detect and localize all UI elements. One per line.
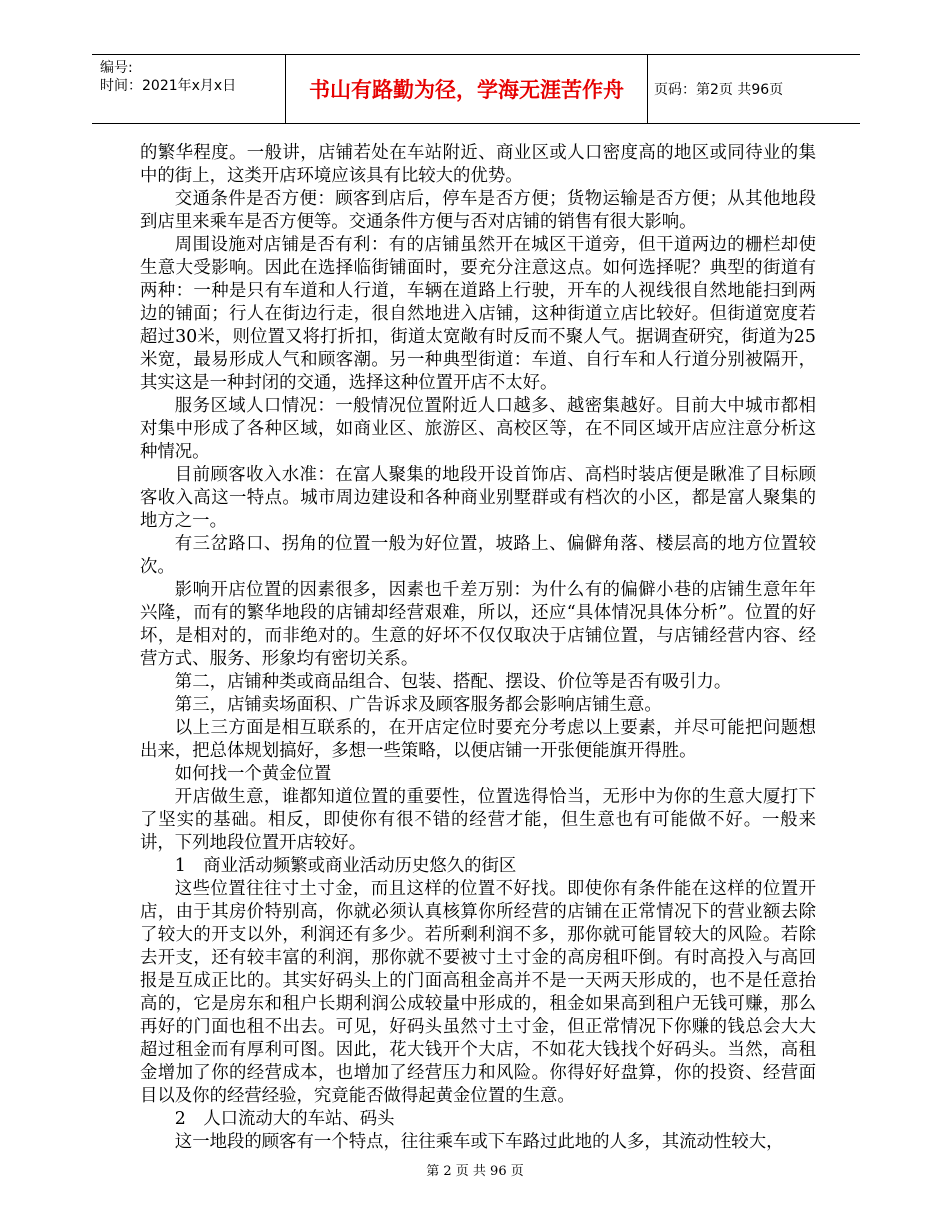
body-paragraph: 服务区域人口情况：一般情况位置附近人口越多、越密集越好。目前大中城市都相对集中形成了各种区域，如商业区、旅游区、高校区等，在不同区域开店应注意分析这种情况。: [140, 396, 816, 462]
body-paragraph: 2 人口流动大的车站、码头: [174, 1109, 395, 1129]
body-paragraph: 的繁华程度。一般讲，店铺若处在车站附近、商业区或人口密度高的地区或同待业的集中的街上，这类开店环境应该具有比较大的优势。: [140, 143, 816, 186]
body-paragraph: 1 商业活动频繁或商业活动历史悠久的街区: [174, 856, 517, 876]
body-paragraph: 如何找一个黄金位置: [174, 764, 332, 784]
body-paragraph: 周围设施对店铺是否有利：有的店铺虽然开在城区干道旁，但干道两边的栅栏却使生意大受影响。因此在选择临街铺面时，要充分注意这点。如何选择呢？典型的街道有两种：一种是只有车道和人行道，车辆在道路上行驶，开车的人视线很自然地能扫到两边的铺面；行人在街边行走，很自然地进入店铺，这种街道立店比较好。但街道宽度若超过30米，则位置又将打折扣，街道太宽敞有时反而不聚人气。据调查研究，街道为25米宽，最易形成人气和顾客潮。另一种典型街道：车道、自行车和人行道分别被隔开，其实这是一种封闭的交通，选择这种位置开店不太好。: [140, 235, 816, 393]
header-page-info: 页码：第2页 共96页: [654, 82, 784, 98]
document-body: [140, 142, 816, 1154]
body-paragraph: 这些位置往往寸土寸金，而且这样的位置不好找。即使你有条件能在这样的位置开店，由于其房价特别高，你就必须认真核算你所经营的店铺在正常情况下的营业额去除了较大的开支以外，利润还有多少。若所剩利润不多，那你就可能冒较大的风险。若除去开支，还有较丰富的利润，那你就不要被寸土寸金的高房租吓倒。有时高投入与高回报是互成正比的。其实好码头上的门面高租金高并不是一天两天形成的，也不是任意抬高的，它是房东和租户长期利润公成较量中形成的，租金如果高到租户无钱可赚，那么再好的门面也租不出去。可见，好码头虽然寸土寸金，但正常情况下你赚的钱总会大大超过租金而有厚利可图。因此，花大钱开个大店，不如花大钱找个好码头。当然，高租金增加了你的经营成本，也增加了经营压力和风险。你得好好盘算，你的投资、经营面目以及你的经营经验，究竟能否做得起黄金位置的生意。: [140, 879, 816, 1106]
header-meta-cell: [92, 55, 285, 123]
body-paragraph: 有三岔路口、拐角的位置一般为好位置，坡路上、偏僻角落、楼层高的地方位置较次。: [140, 534, 816, 577]
date-label: 时间：2021年x月x日: [100, 78, 237, 94]
body-paragraph: 第三，店铺卖场面积、广告诉求及顾客服务都会影响店铺生意。: [174, 695, 662, 715]
body-paragraph: 以上三方面是相互联系的，在开店定位时要充分考虑以上要素，并尽可能把问题想出来，把总体规划搞好，多想一些策略，以便店铺一开张便能旗开得胜。: [140, 718, 816, 761]
body-paragraph: 第二，店铺种类或商品组合、包装、搭配、摆设、价位等是否有吸引力。: [174, 672, 732, 692]
header-motto: 书山有路勤为径，学海无涯苦作舟: [285, 55, 648, 123]
serial-number-label: 编号:: [100, 60, 133, 76]
page-footer: 第 2 页 共 96 页: [426, 1164, 524, 1179]
body-paragraph: 开店做生意，谁都知道位置的重要性，位置选得恰当，无形中为你的生意大厦打下了坚实的基础。相反，即使你有很不错的经营才能，但生意也有可能做不好。一般来讲，下列地段位置开店较好。: [140, 787, 816, 853]
body-paragraph: 这一地段的顾客有一个特点，往往乘车或下车路过此地的人多，其流动性较大，: [174, 1132, 784, 1152]
document-header: [92, 54, 860, 124]
body-paragraph: 影响开店位置的因素很多，因素也千差万别：为什么有的偏僻小巷的店铺生意年年兴隆，而有的繁华地段的店铺却经营艰难，所以，还应“具体情况具体分析”。位置的好坏，是相对的，而非绝对的。生意的好坏不仅仅取决于店铺位置，与店铺经营内容、经营方式、服务、形象均有密切关系。: [140, 580, 816, 669]
body-paragraph: 目前顾客收入水准：在富人聚集的地段开设首饰店、高档时装店便是瞅准了目标顾客收入高这一特点。城市周边建设和各种商业别墅群或有档次的小区，都是富人聚集的地方之一。: [140, 465, 816, 531]
body-paragraph: 交通条件是否方便：顾客到店后，停车是否方便；货物运输是否方便；从其他地段到店里来乘车是否方便等。交通条件方便与否对店铺的销售有很大影响。: [140, 189, 816, 232]
